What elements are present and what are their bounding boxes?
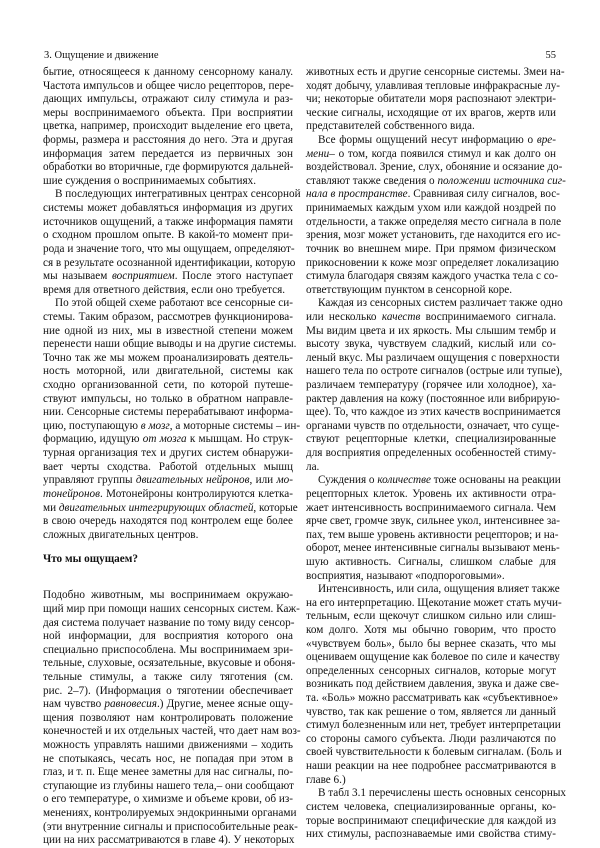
- text-line: глаз, и т. п. Еще менее заметны для нас сигналы, по-: [43, 766, 293, 779]
- text-line: конечностей и их отдельных частей, что дает нам воз-: [43, 725, 301, 738]
- text-line: ком долго. Хотя мы обычно говорим, что просто: [306, 623, 556, 636]
- text-line: (эти внутренние сигналы и приспособительные реак-: [43, 820, 298, 833]
- text-line: информация затем передается из первичных зон: [43, 147, 293, 160]
- text-run: к мышцам. Но струк-: [186, 433, 293, 446]
- text-line: [306, 148, 556, 162]
- paragraph: [306, 297, 563, 474]
- text-line: своей чувствительности к болевым сигналам. (Боль и: [306, 746, 562, 759]
- chapter-title: 3. Ощущение и движение: [44, 50, 159, 61]
- text-line: время для ответного действия, если оно требуется.: [43, 283, 286, 296]
- italic-term: в мозг: [140, 419, 170, 432]
- text-line: главе 6.): [306, 773, 346, 786]
- text-run: Суждения о: [318, 474, 378, 487]
- section-heading: Что мы ощущаем?: [43, 553, 138, 566]
- text-line: леный вкус. Мы различаем ощущения с поверхности: [306, 351, 560, 364]
- text-line: тельные стимулы, а также силу тяготения (см.: [43, 670, 293, 683]
- text-line: [43, 474, 293, 488]
- text-line: прикосновении к коже мозг определяет локализацию: [306, 256, 559, 269]
- paragraph: [306, 474, 561, 583]
- text-line: высоту звука, чувствуем сладкий, кислый или со-: [306, 338, 556, 351]
- text-line: о его температуре, о химизме и объеме крови, об из-: [43, 793, 293, 806]
- text-line: ние одной из них, мы в известной степени можем: [43, 324, 293, 337]
- text-run: Все формы ощущений несут информацию о: [318, 134, 537, 147]
- text-line: в свою очередь находятся под контролем еще более: [43, 515, 293, 528]
- text-line: определенных сенсорных сигналов, которые могут: [306, 664, 556, 677]
- text-run: цию, поступающую: [43, 419, 141, 432]
- italic-term: двигательных интегрирующих областей: [58, 501, 254, 514]
- text-run: ставляют также сведения о: [306, 174, 438, 187]
- paragraph: [306, 66, 565, 134]
- text-line: на его интерпретацию. Щекотание может стать мучи-: [306, 596, 562, 609]
- text-line: тельным, если щекочут слишком сильно или слиш-: [306, 610, 556, 623]
- text-run: мы называем: [43, 270, 112, 283]
- text-line: нии. Сенсорные системы перерабатывают информа-: [43, 406, 293, 419]
- text-line: о сходном прошлом опыте. В какой-то момент при-: [43, 229, 293, 242]
- text-line: В табл 3.1 перечислены шесть основных сенсорных: [318, 787, 566, 800]
- text-line: рода и значение того, что мы ощущаем, определяют-: [43, 242, 295, 255]
- text-line: Точно так же мы можем проанализировать деятель-: [43, 351, 293, 364]
- text-line: [43, 488, 293, 502]
- text-line: [43, 501, 298, 516]
- text-line: ствуют рецепторные клетки, специализированные: [306, 433, 556, 446]
- text-line: со стороны самого субъекта. Люди различаются по: [306, 732, 556, 745]
- text-line: рис. 2–7). (Информация о тяготении обеспечивает: [43, 684, 293, 697]
- text-line: восприятия, называют «подпороговыми».: [306, 569, 505, 582]
- text-line: Каждая из сенсорных систем различает также одно: [318, 297, 563, 310]
- text-line: для восприятия определенных особенностей стиму-: [306, 447, 556, 460]
- text-line: возникать под действием давления, звука и даже све-: [306, 678, 559, 691]
- italic-term: количестве: [377, 474, 431, 487]
- text-line: нашего тела по остроте сигналов (острые или тупые),: [306, 365, 563, 378]
- text-line: рактер давления на кожу (постоянное или вибрирую-: [306, 392, 560, 405]
- text-line: отдельности, а также определяя место сигнала в поле: [306, 215, 562, 228]
- text-line: сходно организованной сети, по которой путеше-: [43, 379, 293, 392]
- text-line: чи; некоторые обитатели моря распознают электри-: [306, 93, 556, 106]
- text-run: . Сравнивая силу сигналов, вос-: [407, 188, 560, 201]
- paragraph: [306, 787, 566, 841]
- text-line: шие суждения о воспринимаемых событиях.: [43, 174, 257, 187]
- text-line: бытие, относящееся к данному сенсорному каналу.: [43, 66, 293, 78]
- text-line: тельные, слуховые, осязательные, вкусовые и обоня-: [43, 657, 296, 670]
- text-run: . После этого наступает: [174, 270, 293, 283]
- text-line: пах, тем выше уровень активности рецепторов; и на-: [306, 528, 559, 541]
- italic-term: вре-: [536, 134, 556, 147]
- italic-term: тонейронов: [43, 487, 100, 500]
- italic-term: мо-: [276, 474, 293, 487]
- text-line: щий мир при помощи наших сенсорных систем. Каж-: [43, 602, 300, 615]
- italic-term: равновесия: [104, 698, 157, 711]
- text-line: источников ощущений, а также информация памяти: [43, 215, 293, 228]
- text-line: [43, 698, 293, 712]
- text-run: формацию, идущую: [43, 433, 143, 446]
- text-line: «чувствуем боль», было бы вернее сказать, что мы: [306, 637, 556, 650]
- text-line: торые воспринимают специфические для каждой из: [306, 814, 556, 827]
- text-line: та. «Боль» можно рассматривать как «субъективное»: [306, 692, 559, 705]
- text-line: воздействовал. Зрение, слух, обоняние и осязание до-: [306, 161, 563, 174]
- right-column: [306, 66, 566, 842]
- text-run: ми: [43, 501, 59, 514]
- text-line: оборот, менее интенсивные сигналы вызывают мень-: [306, 542, 560, 555]
- text-line: различаем температуру (горячее или холодное), ха-: [306, 379, 556, 392]
- text-line: Интенсивность, или сила, ощущения влияет также: [318, 583, 560, 596]
- text-line: меры воспринимаемого объекта. При восприятии: [43, 106, 293, 119]
- text-line: [43, 419, 301, 434]
- text-line: [43, 270, 293, 284]
- text-line: стемы. Таким образом, рассмотрев функционирова-: [43, 310, 293, 323]
- text-line: Частота импульсов и общее число рецепторов, пере-: [43, 79, 294, 92]
- paragraph: [306, 583, 562, 787]
- text-run: управляют группы: [43, 474, 136, 487]
- text-line: перенести наши общие выводы и на другие системы.: [43, 338, 297, 351]
- text-line: ся в результате осознанной идентификации, которую: [43, 256, 296, 269]
- paragraph: [43, 66, 293, 188]
- text-line: [306, 474, 561, 488]
- text-line: [306, 188, 560, 202]
- text-line: дающих импульсы, отражают силу стимула и раз-: [43, 93, 293, 106]
- text-line: рецепторных клеток. Уровень их активности отра-: [306, 487, 556, 500]
- text-line: систем человека, специализированные органы, ко-: [306, 800, 556, 813]
- italic-term: положении источника сиг-: [437, 174, 566, 187]
- text-line: оцениваем ощущение как болевое по силе и качеству: [306, 651, 560, 664]
- text-line: менениях, контролируемых эндокринными органами: [43, 807, 297, 820]
- text-line: ность моторной, или двигательной, системы как: [43, 365, 293, 378]
- text-line: щения позволяют нам контролировать положение: [43, 711, 293, 724]
- text-line: можность управлять нашими движениями – ходить: [43, 739, 293, 752]
- text-run: , которые: [253, 501, 298, 514]
- running-head: [44, 49, 556, 63]
- italic-term: мени: [306, 147, 330, 160]
- text-line: [43, 433, 293, 447]
- text-line: формы, размера и расстояния до него. Эта и другая: [43, 134, 293, 147]
- text-line: щее). То, что каждое из этих качеств воспринимается: [306, 406, 561, 419]
- text-line: По этой общей схеме работают все сенсорные си-: [55, 297, 293, 310]
- text-line: ческие сигналы, исходящие от их врагов, жертв или: [306, 106, 556, 119]
- text-run: или несколько: [306, 310, 382, 323]
- italic-term: двигательных нейронов: [135, 474, 250, 487]
- left-column: [43, 66, 301, 848]
- text-line: ступающие из глубины нашего тела,– они сообщают: [43, 779, 294, 792]
- text-line: системы может добавляться информация из других: [43, 202, 293, 215]
- text-line: представителей собственного вида.: [306, 120, 475, 133]
- text-line: ходят добычу, улавливая тепловые инфракрасные лу-: [306, 79, 561, 92]
- italic-term: качеств: [381, 310, 421, 323]
- text-run: , или: [249, 474, 277, 487]
- paragraph: [306, 134, 566, 297]
- text-line: принимаемых каждым ухом или каждой ноздрей по: [306, 202, 556, 215]
- text-line: турная организация тех и других систем обнаружи-: [43, 447, 293, 460]
- text-line: шую активность. Сигналы, слишком слабые для: [306, 555, 556, 568]
- paragraph: [43, 297, 301, 542]
- text-line: животных есть и другие сенсорные системы. Змеи на-: [306, 66, 565, 78]
- text-line: чувство, так как решение о том, является ли данный: [306, 705, 556, 718]
- text-line: Мы видим цвета и их яркость. Мы слышим тембр и: [306, 324, 556, 337]
- text-run: , а моторные системы – ин-: [169, 419, 301, 432]
- text-run: нам чувство: [43, 698, 105, 711]
- italic-term: от мозга: [142, 433, 187, 446]
- text-line: ной информации, для восприятия которого она: [43, 630, 293, 643]
- text-line: ции на них рассматриваются в главе 4). У некоторых: [43, 834, 295, 847]
- text-run: воспринимаемого сигнала.: [420, 310, 556, 323]
- text-line: органами чувств по отдельности, означает, что суще-: [306, 419, 560, 432]
- text-line: стимула благодаря связям каждого участка тела с со-: [306, 270, 559, 283]
- text-run: .) Другие, менее ясные ощу-: [156, 698, 293, 711]
- text-line: [306, 311, 556, 325]
- text-run: – о том, когда появился стимул и как долго он: [329, 147, 556, 160]
- text-line: обработки во вторичные, где формируются дальней-: [43, 161, 294, 174]
- text-line: ответствующим пунктом в сенсорной коре.: [306, 283, 513, 296]
- text-line: вает черты сходства. Работой отдельных мышц: [43, 460, 293, 473]
- paragraph: [43, 589, 301, 848]
- text-line: ярче свет, громче звук, сильнее укол, интенсивнее за-: [306, 515, 560, 528]
- text-line: зрения, мозг может установить, где находится его ис-: [306, 229, 561, 242]
- text-line: дая система получает название по тому виду сенсор-: [43, 616, 295, 629]
- text-run: . Мотонейроны контролируются клетка-: [99, 487, 293, 500]
- text-line: ла.: [306, 460, 320, 473]
- text-line: ствуют импульсы, но только в обратном направле-: [43, 392, 293, 405]
- text-line: точник во внешнем мире. При прямом физическом: [306, 242, 556, 255]
- text-line: специально приспособлена. Мы воспринимаем зри-: [43, 643, 293, 656]
- text-line: не спотыкаясь, чесать нос, не попадая при этом в: [43, 752, 293, 765]
- text-line: [306, 174, 566, 189]
- text-line: сложных двигательных центров.: [43, 528, 199, 541]
- italic-term: восприятием: [111, 270, 175, 283]
- text-line: В последующих интегративных центрах сенсорной: [55, 188, 301, 201]
- page-number: 55: [545, 50, 556, 61]
- text-run: тоже основаны на реакции: [430, 474, 561, 487]
- text-line: наши реакции на нее подробнее рассматриваются в: [306, 760, 556, 773]
- text-line: [306, 134, 556, 148]
- text-line: них стимулы, распознаваемые ими свойства стиму-: [306, 828, 556, 841]
- text-line: цветка, например, происходит выделение его цвета,: [43, 120, 293, 133]
- text-line: Подобно животным, мы воспринимаем окружаю-: [43, 589, 293, 602]
- text-line: жает интенсивность воспринимаемого сигнала. Чем: [306, 501, 556, 514]
- paragraph: [43, 188, 301, 297]
- text-line: стимул болезненным или нет, требует интерпретации: [306, 719, 561, 732]
- italic-term: нала в пространстве: [306, 188, 408, 201]
